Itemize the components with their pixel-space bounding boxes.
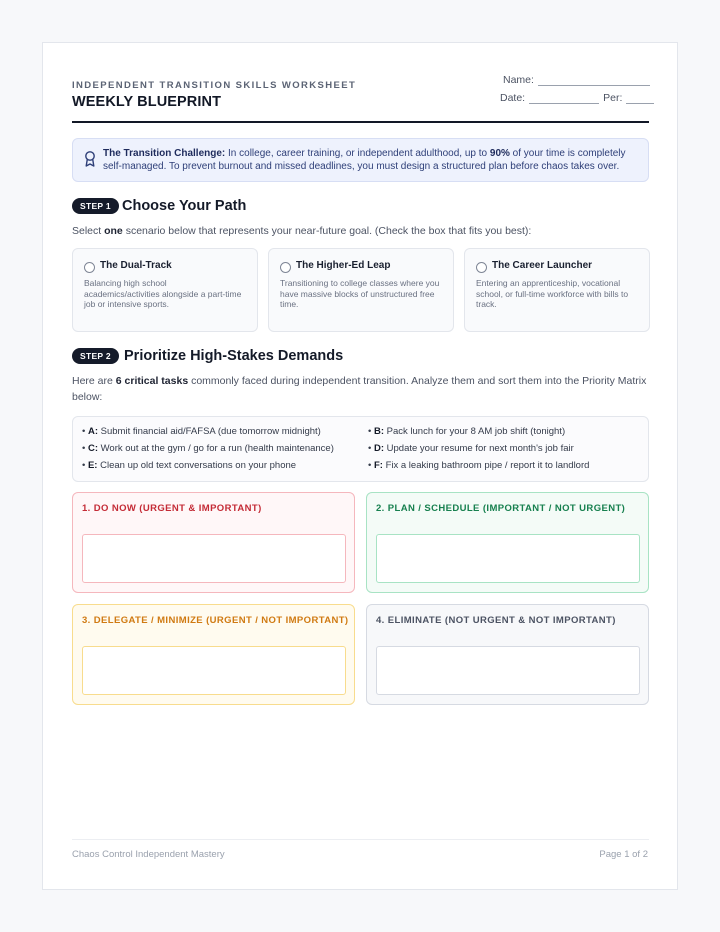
task-text: Fix a leaking bathroom pipe / report it to landlord (382, 460, 590, 471)
step2-instr-bold: 6 critical tasks (115, 375, 189, 387)
name-field (503, 74, 650, 86)
quadrant-delegate-minimize (72, 604, 355, 705)
radio-circle-icon[interactable] (84, 262, 95, 273)
quadrant-do-now (72, 492, 355, 593)
task-text: Clean up old text conversations on your phone (97, 460, 297, 471)
callout-text-before: In college, career training, or independent adulthood, up to (225, 148, 490, 159)
quadrant-answer-box[interactable] (82, 646, 346, 695)
task-text: Update your resume for next month's job fair (384, 443, 574, 454)
path-option-dual-track[interactable] (72, 248, 258, 332)
footer-title: Chaos Control Independent Mastery (72, 849, 225, 860)
path-option-career-launcher[interactable] (464, 248, 650, 332)
page-number: Page 1 of 2 (599, 849, 648, 860)
option-description: Entering an apprenticeship, vocational school, or full-time workforce with bills to track. (476, 278, 629, 309)
task-key: D: (373, 443, 384, 454)
option-title: The Dual-Track (100, 260, 172, 271)
task-list (72, 416, 649, 482)
step2-instr-before: Here are (72, 375, 116, 387)
per-input-line[interactable] (626, 94, 654, 104)
callout-text-after: of your time is completely self-managed. To prevent burnout and missed deadlines, you must design a structured plan before chaos takes over. (103, 148, 626, 172)
quadrant-label: 4. ELIMINATE (NOT URGENT & NOT IMPORTANT) (376, 615, 616, 626)
step2-pill: STEP 2 (72, 348, 119, 364)
task-item-a: • A: Submit financial aid/FAFSA (due tomorrow midnight) (82, 426, 321, 437)
task-key: B: (373, 426, 384, 437)
quadrant-label: 2. PLAN / SCHEDULE (IMPORTANT / NOT URGENT) (376, 503, 626, 514)
task-key: E: (87, 460, 98, 471)
name-label: Name: (503, 74, 534, 86)
option-description: Transitioning to college classes where you have massive blocks of unstructured free time. (280, 278, 440, 309)
path-option-higher-ed[interactable] (268, 248, 454, 332)
date-label: Date: (500, 92, 526, 104)
name-input-line[interactable] (538, 76, 650, 86)
step1-pill: STEP 1 (72, 198, 119, 214)
quadrant-answer-box[interactable] (376, 646, 640, 695)
quadrant-label: 3. DELEGATE / MINIMIZE (URGENT / NOT IMPORTANT) (82, 615, 349, 626)
task-text: Submit financial aid/FAFSA (due tomorrow midnight) (98, 426, 321, 437)
task-item-d: • D: Update your resume for next month's job fair (368, 443, 574, 454)
option-title: The Career Launcher (492, 260, 593, 271)
worksheet-kicker: INDEPENDENT TRANSITION SKILLS WORKSHEET (72, 80, 357, 91)
task-key: A: (87, 426, 98, 437)
per-label: Per: (603, 92, 623, 104)
task-text: Pack lunch for your 8 AM job shift (tonight) (384, 426, 566, 437)
date-input-line[interactable] (529, 94, 599, 104)
quadrant-answer-box[interactable] (82, 534, 346, 583)
header-divider (72, 121, 649, 123)
task-key: F: (373, 460, 383, 471)
date-per-field (500, 92, 654, 104)
quadrant-plan-schedule (366, 492, 649, 593)
option-description: Balancing high school academics/activities alongside a part-time job or intensive sports. (84, 278, 242, 309)
transition-challenge-callout (72, 138, 649, 182)
task-item-c: • C: Work out at the gym / go for a run (health maintenance) (82, 443, 334, 454)
footer-divider (72, 839, 649, 840)
step1-instructions (72, 223, 649, 239)
callout-text (103, 147, 633, 173)
task-key: C: (87, 443, 98, 454)
worksheet-page (42, 42, 678, 890)
step2-heading: Prioritize High-Stakes Demands (124, 348, 344, 364)
task-item-b: • B: Pack lunch for your 8 AM job shift (tonight) (368, 426, 566, 437)
radio-circle-icon[interactable] (280, 262, 291, 273)
step1-heading: Choose Your Path (122, 198, 247, 214)
award-ribbon-icon (83, 150, 97, 168)
step1-instr-after: scenario below that represents your near-future goal. (Check the box that fits you best): (122, 225, 532, 237)
step2-instructions (72, 373, 649, 405)
task-item-e: • E: Clean up old text conversations on your phone (82, 460, 297, 471)
task-item-f: • F: Fix a leaking bathroom pipe / report it to landlord (368, 460, 590, 471)
step1-instr-bold: one (104, 225, 123, 237)
task-text: Work out at the gym / go for a run (health maintenance) (98, 443, 334, 454)
callout-highlight: 90% (489, 148, 510, 159)
page-title: WEEKLY BLUEPRINT (72, 94, 222, 110)
step2-instr-after: commonly faced during independent transition. Analyze them and sort them into the Priority Matrix below: (72, 375, 647, 403)
quadrant-eliminate (366, 604, 649, 705)
option-title: The Higher-Ed Leap (296, 260, 391, 271)
quadrant-label: 1. DO NOW (URGENT & IMPORTANT) (82, 503, 262, 514)
callout-lead: The Transition Challenge: (103, 148, 226, 159)
radio-circle-icon[interactable] (476, 262, 487, 273)
step1-instr-before: Select (72, 225, 105, 237)
quadrant-answer-box[interactable] (376, 534, 640, 583)
